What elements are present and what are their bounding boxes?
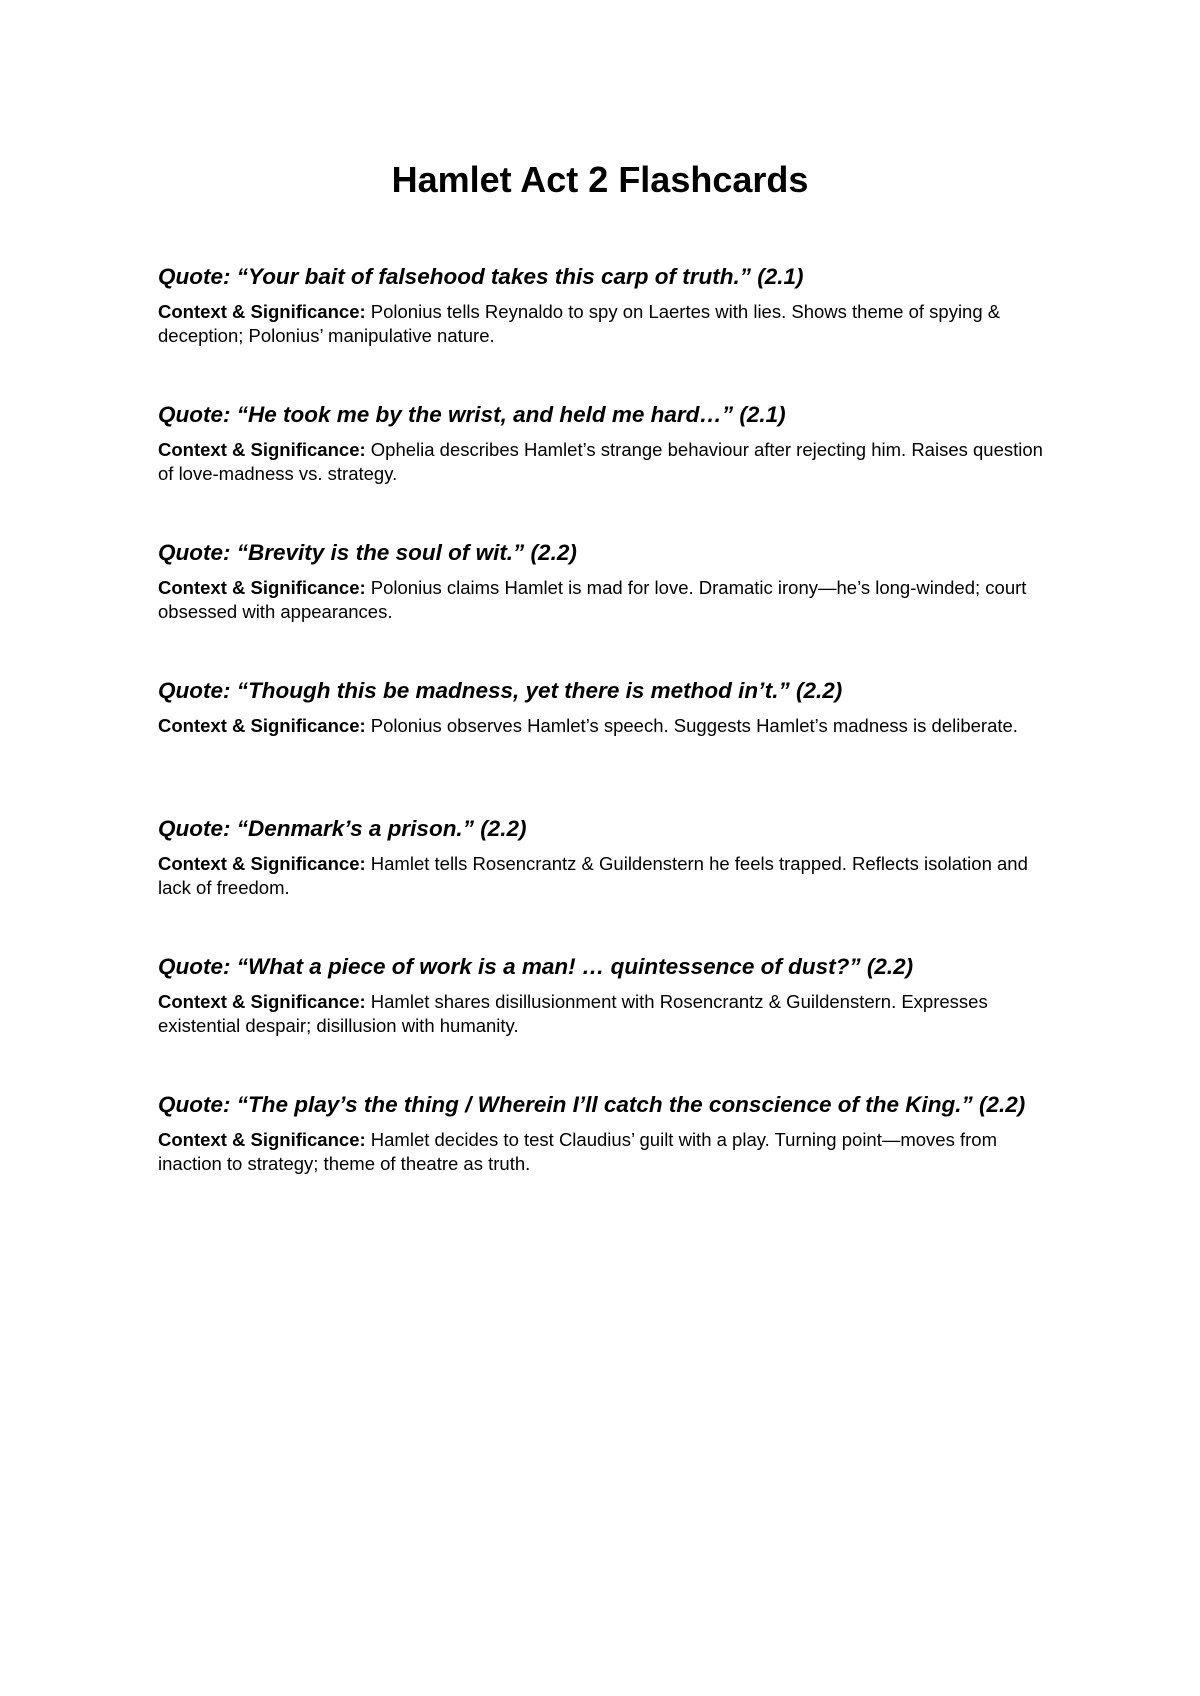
context-label: Context & Significance: [158, 439, 366, 460]
flashcard [158, 538, 1058, 676]
flashcard [158, 676, 1058, 814]
flashcard-quote [158, 676, 1058, 706]
context-text: Hamlet decides to test Claudius’ guilt with a play. Turning point—moves from inaction to strategy; theme of theatre as truth. [158, 1129, 997, 1174]
flashcard-quote [158, 952, 1058, 982]
flashcard [158, 262, 1058, 400]
quote-prefix: Quote: [158, 540, 231, 565]
context-label: Context & Significance: [158, 301, 366, 322]
context-label: Context & Significance: [158, 715, 366, 736]
quote-prefix: Quote: [158, 816, 231, 841]
quote-prefix: Quote: [158, 678, 231, 703]
quote-prefix: Quote: [158, 954, 231, 979]
flashcard [158, 952, 1058, 1090]
context-label: Context & Significance: [158, 577, 366, 598]
context-text: Ophelia describes Hamlet’s strange behaviour after rejecting him. Raises question of love-madness vs. strategy. [158, 439, 1043, 484]
flashcard-context [158, 990, 1058, 1038]
context-text: Polonius claims Hamlet is mad for love. Dramatic irony—he’s long-winded; court obsessed with appearances. [158, 577, 1027, 622]
context-label: Context & Significance: [158, 1129, 366, 1150]
quote-text: “Your bait of falsehood takes this carp of truth.” (2.1) [236, 264, 804, 289]
quote-text: “He took me by the wrist, and held me hard…” (2.1) [236, 402, 786, 427]
quote-prefix: Quote: [158, 1092, 231, 1117]
context-text: Hamlet tells Rosencrantz & Guildenstern he feels trapped. Reflects isolation and lack of freedom. [158, 853, 1028, 898]
quote-prefix: Quote: [158, 402, 231, 427]
context-text: Polonius tells Reynaldo to spy on Laertes with lies. Shows theme of spying & deception; Polonius’ manipulative nature. [158, 301, 1001, 346]
flashcard-quote [158, 400, 1058, 430]
quote-text: “Brevity is the soul of wit.” (2.2) [236, 540, 577, 565]
flashcard [158, 1090, 1058, 1176]
flashcard-quote [158, 538, 1058, 568]
flashcard-context [158, 300, 1058, 348]
document-title: Hamlet Act 2 Flashcards [391, 159, 809, 200]
flashcard-quote [158, 1090, 1058, 1120]
quote-prefix: Quote: [158, 264, 231, 289]
flashcard-quote [158, 814, 1058, 844]
quote-text: “Denmark’s a prison.” (2.2) [236, 816, 527, 841]
flashcard-context [158, 438, 1058, 486]
quote-text: “Though this be madness, yet there is method in’t.” (2.2) [236, 678, 843, 703]
quote-text: “What a piece of work is a man! … quintessence of dust?” (2.2) [236, 954, 914, 979]
flashcard-context [158, 576, 1058, 624]
flashcard-context [158, 714, 1058, 738]
flashcard [158, 400, 1058, 538]
context-label: Context & Significance: [158, 853, 366, 874]
context-text: Hamlet shares disillusionment with Rosencrantz & Guildenstern. Expresses existential despair; disillusion with humanity. [158, 991, 988, 1036]
flashcard [158, 814, 1058, 952]
context-label: Context & Significance: [158, 991, 366, 1012]
quote-text: “The play’s the thing / Wherein I’ll catch the conscience of the King.” (2.2) [236, 1092, 1026, 1117]
flashcard-quote [158, 262, 1058, 292]
flashcard-context [158, 1128, 1058, 1176]
flashcard-list [158, 262, 1058, 1176]
flashcard-context [158, 852, 1058, 900]
context-text: Polonius observes Hamlet’s speech. Suggests Hamlet’s madness is deliberate. [370, 715, 1018, 736]
